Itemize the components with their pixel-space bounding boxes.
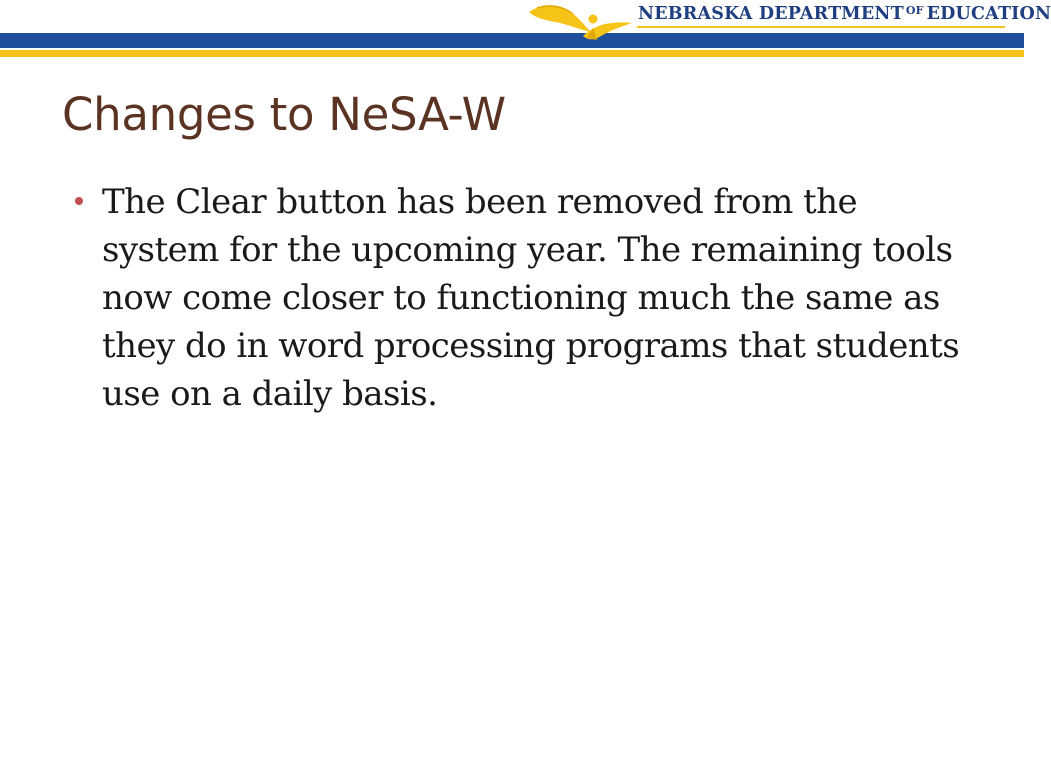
nebraska-doe-logo-icon	[527, 0, 633, 42]
org-name-part2: EDUCATION	[926, 4, 1051, 24]
org-name	[638, 4, 1051, 26]
header-yellow-band	[0, 50, 1024, 57]
bullet-text: The Clear button has been removed from the system for the upcoming year. The remaining tools now come closer to functioning much the same as they do in word processing programs that students use on a daily basis.	[102, 182, 960, 414]
slide-title: Changes to NeSA-W	[62, 88, 506, 141]
bullet-item	[102, 178, 962, 418]
org-name-of: OF	[905, 4, 924, 17]
bullet-icon	[75, 197, 83, 205]
bullet-list	[102, 178, 962, 418]
header-blue-band	[0, 33, 1024, 48]
org-name-part1: NEBRASKA DEPARTMENT	[638, 4, 904, 24]
logo-underline	[637, 26, 1005, 28]
